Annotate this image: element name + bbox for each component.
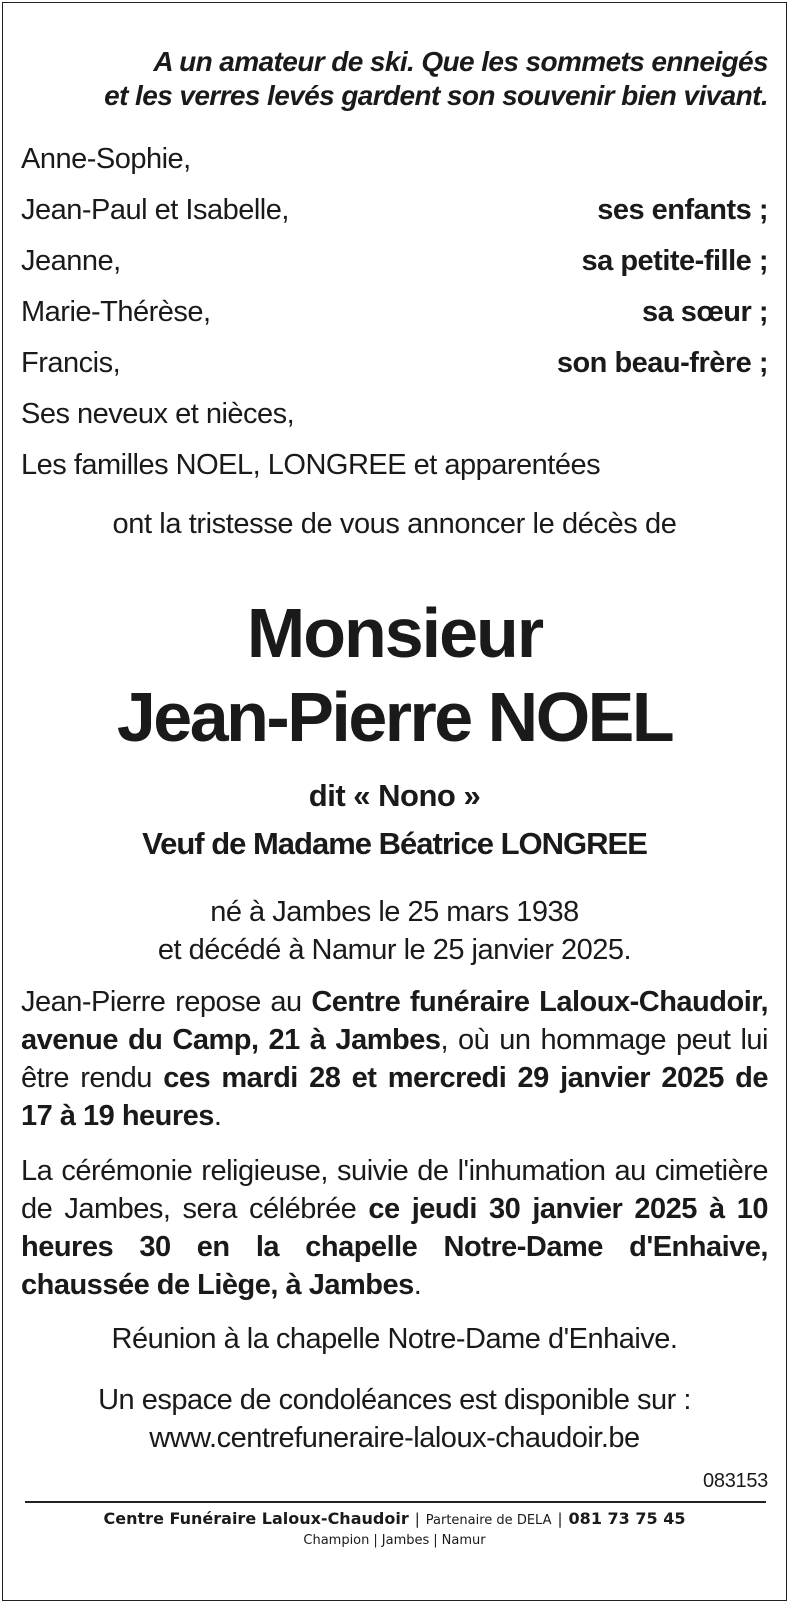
reference-number: 083153 xyxy=(703,1470,768,1492)
relative-role: ses enfants ; xyxy=(597,194,768,226)
widow-of: Veuf de Madame Béatrice LONGREE xyxy=(142,826,647,861)
relative-row xyxy=(21,245,768,296)
visitation-paragraph xyxy=(21,983,768,1135)
footer-separator: | xyxy=(373,1533,378,1548)
epigraph xyxy=(23,45,768,113)
location: Jambes xyxy=(381,1533,430,1548)
deceased-title: Monsieur xyxy=(246,594,543,672)
footer-separator: | xyxy=(557,1510,563,1528)
relative-row xyxy=(21,296,768,347)
death-date: et décédé à Namur le 25 janvier 2025. xyxy=(157,934,632,966)
condolences-url: www.centrefuneraire-laloux-chaudoir.be xyxy=(149,1422,640,1454)
obituary-notice xyxy=(2,2,787,1601)
ceremony-text: La cérémonie religieuse, suivie de l'inhumation au cimetière de Jambes, sera célébrée xyxy=(21,1155,768,1225)
relative-role: son beau-frère ; xyxy=(556,347,768,379)
relative-role: sa sœur ; xyxy=(641,296,768,328)
relative-name: Jean-Paul et Isabelle, xyxy=(21,194,289,226)
visitation-location: Centre funéraire Laloux-Chaudoir, avenue du Camp, 21 à Jambes xyxy=(21,986,769,1056)
ceremony-paragraph xyxy=(21,1152,768,1304)
relative-row xyxy=(21,449,768,500)
footer-company-line xyxy=(3,1509,786,1528)
relative-role: sa petite-fille ; xyxy=(581,245,768,277)
ceremony-text: . xyxy=(413,1269,422,1301)
footer-locations xyxy=(3,1533,786,1548)
location: Champion xyxy=(303,1533,370,1548)
relatives-list xyxy=(21,143,768,500)
visitation-text: Jean-Pierre repose au xyxy=(21,986,312,1018)
relative-name: Francis, xyxy=(21,347,121,379)
location: Namur xyxy=(441,1533,486,1548)
condolences-text: Un espace de condoléances est disponible sur : xyxy=(98,1384,691,1416)
deceased-nickname: dit « Nono » xyxy=(308,778,481,813)
reunion-info: Réunion à la chapelle Notre-Dame d'Enhaive. xyxy=(111,1323,678,1355)
birth-date: né à Jambes le 25 mars 1938 xyxy=(210,896,579,928)
footer-divider xyxy=(25,1501,766,1503)
deceased-name: Jean-Pierre NOEL xyxy=(116,678,673,756)
footer-separator: | xyxy=(433,1533,438,1548)
announcement-intro: ont la tristesse de vous annoncer le décès de xyxy=(112,508,677,540)
visitation-times: ces mardi 28 et mercredi 29 janvier 2025 de 17 à 19 heures xyxy=(21,1062,769,1132)
relative-name: Ses neveux et nièces, xyxy=(21,398,295,430)
visitation-text: . xyxy=(213,1100,222,1132)
ceremony-details: ce jeudi 30 janvier 2025 à 10 heures 30 en la chapelle Notre-Dame d'Enhaive, chaussée de Liège, à Jambes xyxy=(21,1193,768,1301)
relative-row xyxy=(21,398,768,449)
relative-row xyxy=(21,194,768,245)
epigraph-line-2: et les verres levés gardent son souvenir bien vivant. xyxy=(104,80,768,111)
visitation-text: , où un hommage peut lui être rendu xyxy=(21,1024,768,1094)
partner-text: Partenaire de DELA xyxy=(425,1513,552,1528)
relative-name: Jeanne, xyxy=(21,245,121,277)
relative-row xyxy=(21,347,768,398)
footer-separator: | xyxy=(414,1510,420,1528)
phone-number: 081 73 75 45 xyxy=(568,1509,686,1528)
company-name: Centre Funéraire Laloux-Chaudoir xyxy=(103,1509,409,1528)
relative-name: Les familles NOEL, LONGREE et apparentées xyxy=(21,449,601,481)
condolences xyxy=(3,1381,786,1457)
birth-death-dates xyxy=(3,893,786,969)
relative-row xyxy=(21,143,768,194)
epigraph-line-1: A un amateur de ski. Que les sommets enneigés xyxy=(153,46,768,77)
relative-name: Marie-Thérèse, xyxy=(21,296,211,328)
relative-name: Anne-Sophie, xyxy=(21,143,191,175)
